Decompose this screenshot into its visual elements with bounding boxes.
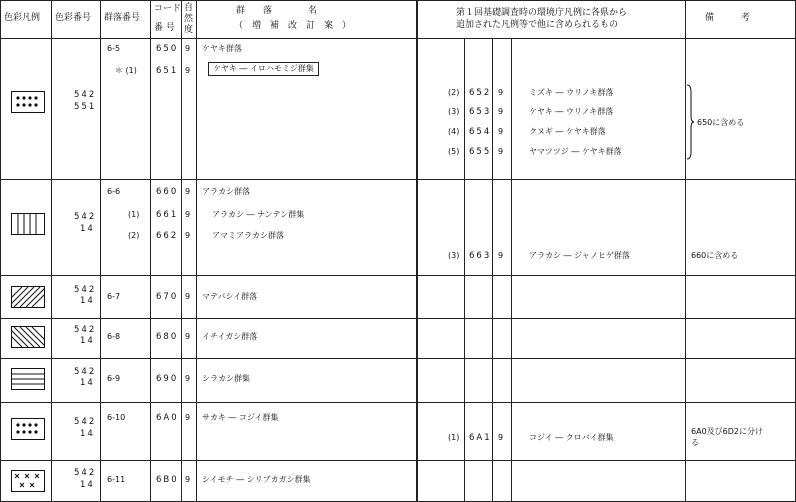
color-number: 542	[74, 285, 97, 295]
naturalness: 9	[185, 292, 191, 301]
naturalness: 9	[185, 413, 191, 422]
community-number: 6-9	[107, 374, 121, 383]
community-name: アラカシ群落	[202, 187, 250, 196]
community-number: 6-8	[107, 332, 121, 341]
community-number: (2)	[128, 231, 140, 240]
color-number: 14	[80, 378, 95, 388]
community-name: シラカシ群集	[202, 374, 250, 383]
header-community-number: 群落番号	[104, 13, 141, 23]
color-number: 542	[74, 367, 97, 377]
naturalness: 9	[185, 210, 191, 219]
naturalness: 9	[185, 332, 191, 341]
color-number: 14	[80, 480, 95, 490]
naturalness: 9	[185, 475, 191, 484]
header-color-legend: 色彩凡例	[4, 13, 41, 23]
right-code: 654	[469, 127, 492, 137]
header-community-name-sub: （ 増 補 改 訂 案 ）	[234, 21, 352, 31]
header-right-line1: 第１回基礎調査時の環境庁凡例に各県から	[456, 8, 628, 18]
header-code-line2: 番 号	[154, 23, 175, 33]
right-no: (3)	[448, 107, 460, 116]
right-name: ケヤキ ― ウリノキ群落	[529, 107, 614, 116]
community-number: 6-7	[107, 292, 121, 301]
color-number: 14	[80, 429, 95, 439]
right-nat: 9	[498, 88, 504, 97]
right-no: (1)	[448, 433, 460, 442]
right-name: クヌギ ― ケヤキ群落	[529, 127, 606, 136]
community-name: イチイガシ群落	[202, 332, 258, 341]
header-community-name: 群 落 名	[236, 6, 318, 16]
right-nat: 9	[498, 433, 504, 442]
naturalness: 9	[185, 231, 191, 240]
horizontal-lines-pattern-icon	[11, 368, 45, 390]
remark: 6A0及び6D2に分け	[691, 427, 763, 436]
header-natural-3: 度	[184, 25, 194, 35]
community-number: 6-11	[107, 475, 126, 484]
code-number: 680	[156, 332, 179, 342]
code-number: 661	[156, 210, 179, 220]
right-no: (4)	[448, 127, 460, 136]
community-number: 6-5	[107, 44, 121, 53]
code-number: 6A0	[156, 413, 179, 423]
header-natural-1: 自	[184, 3, 194, 13]
header-code-line1: コード	[154, 4, 182, 14]
community-name: マテバシイ群落	[202, 292, 258, 301]
code-number: 662	[156, 231, 179, 241]
naturalness: 9	[185, 187, 191, 196]
right-code: 663	[469, 251, 492, 261]
right-code: 655	[469, 147, 492, 157]
community-number: (1)	[128, 210, 140, 219]
right-nat: 9	[498, 251, 504, 260]
code-number: 651	[156, 66, 179, 76]
color-number: 542	[74, 468, 97, 478]
right-no: (2)	[448, 88, 460, 97]
header-remarks: 備 考	[705, 13, 751, 23]
right-no: (5)	[448, 147, 460, 156]
dots-pattern-icon	[11, 91, 45, 113]
color-number: 542	[74, 90, 97, 100]
color-number: 14	[80, 296, 95, 306]
right-name: アラカシ ― ジャノヒゲ群落	[529, 251, 630, 260]
remark: る	[691, 438, 699, 447]
right-code: 6A1	[469, 433, 492, 443]
diagonal-lines-pattern-icon	[11, 286, 45, 308]
code-number: 660	[156, 187, 179, 197]
header-natural-2: 然	[184, 14, 194, 24]
right-nat: 9	[498, 147, 504, 156]
color-number: 542	[74, 212, 97, 222]
community-name: ケヤキ群落	[202, 44, 242, 53]
naturalness: 9	[185, 66, 191, 75]
community-name: アラカシ ― ナンテン群集	[212, 210, 305, 219]
community-number: 6-10	[107, 413, 126, 422]
code-number: 690	[156, 374, 179, 384]
code-number: 670	[156, 292, 179, 302]
community-number: 6-6	[107, 187, 121, 196]
naturalness: 9	[185, 374, 191, 383]
color-number: 542	[74, 325, 97, 335]
community-name: シイモチ ― シリブカガシ群集	[202, 475, 311, 484]
right-nat: 9	[498, 107, 504, 116]
community-name-boxed: ケヤキ ― イロハモミジ群集	[208, 62, 319, 76]
right-code: 653	[469, 107, 492, 117]
naturalness: 9	[185, 44, 191, 53]
remark: 650に含める	[697, 118, 745, 127]
community-name: アマミアラカシ群落	[212, 231, 284, 240]
brace-icon	[685, 84, 695, 160]
dots-pattern-icon	[11, 418, 45, 440]
header-color-number: 色彩番号	[55, 13, 92, 23]
code-number: 650	[156, 44, 179, 54]
vertical-lines-pattern-icon	[11, 213, 45, 235]
right-name: ミズキ ― ウリノキ群落	[529, 88, 614, 97]
color-number: 14	[80, 224, 95, 234]
color-number: 542	[74, 417, 97, 427]
cross-hatch-pattern-icon	[11, 470, 45, 492]
right-name: コジイ ― クロバイ群集	[529, 433, 614, 442]
right-nat: 9	[498, 127, 504, 136]
community-name: サカキ ― コジイ群集	[202, 413, 279, 422]
community-number: ＊ (1)	[115, 66, 137, 75]
right-no: (3)	[448, 251, 460, 260]
right-name: ヤマツツジ ― ケヤキ群落	[529, 147, 622, 156]
remark: 660に含める	[691, 251, 739, 260]
code-number: 6B0	[156, 475, 179, 485]
right-code: 652	[469, 88, 492, 98]
header-right-line2: 追加された凡例等で他に含められるもの	[456, 20, 619, 30]
diagonal-lines-pattern-icon	[11, 326, 45, 348]
color-number: 14	[80, 336, 95, 346]
color-number: 551	[74, 102, 97, 112]
